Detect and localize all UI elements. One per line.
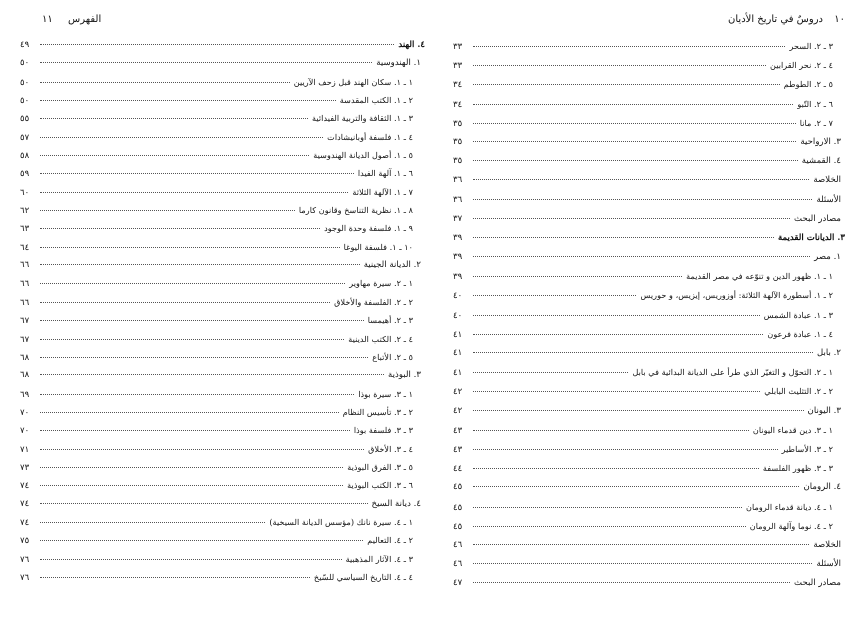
toc-entry-title: ٣. البوذية [388,370,421,381]
toc-entry [20,169,425,187]
toc-entry [20,500,425,518]
dot-leader [40,228,320,229]
toc-entry-title: ٨ ـ ١. نظرية التناسخ وقانون كارما [298,205,413,216]
toc-entry-page-number: ٣٥ [453,156,463,167]
dot-leader [40,283,345,284]
toc-entry-title: ٣ ـ ٣. ظهور الفلسفة [762,463,833,474]
toc-entry [453,330,845,349]
toc-entry-title: ٣ ـ ١. الثقافة والتربية الفيدائية [312,113,413,124]
toc-entry [453,291,845,310]
dot-leader [40,155,309,156]
toc-entry [453,579,845,598]
dot-leader [473,237,774,238]
toc-entry-page-number: ٣٩ [453,252,463,263]
toc-entry-title: ٤. الهند [398,40,425,50]
toc-entry-page-number: ٣٤ [453,80,463,91]
dot-leader [473,65,766,66]
toc-entry-page-number: ٧٠ [20,426,30,437]
dot-leader [40,503,368,504]
toc-entry-page-number: ٦٣ [20,224,30,235]
toc-entry [20,445,425,463]
toc-entry [453,215,845,234]
toc-entry [20,536,425,554]
toc-entry-page-number: ٦٨ [20,352,30,363]
dot-leader [473,563,812,564]
dot-leader [473,295,636,296]
toc-entry-page-number: ٣٣ [453,42,463,52]
toc-entry [453,80,845,99]
dot-leader [473,507,742,508]
toc-entry-title: ٣ ـ ١. عبادة الشمس [763,309,833,320]
toc-entry-title: ١. الهندوسية [376,58,421,69]
toc-entry-page-number: ٤١ [453,329,463,340]
toc-entry-page-number: ٥٧ [20,132,30,143]
toc-entry-page-number: ٤٦ [453,539,463,550]
dot-leader [40,320,364,321]
toc-entry-title: ١ ـ ١. سكان الهند قبل زحف الآريين [293,76,413,87]
toc-entry [453,234,845,253]
dot-leader [473,468,759,469]
dot-leader [40,540,363,541]
dot-leader [40,137,323,138]
toc-entry-page-number: ٣٥ [453,118,463,129]
toc-entry-title: ٣ ـ ٢. أهيمسا [367,315,413,326]
toc-entry-title: ١ ـ ٢. التحوّل و التغيّر الذي طرأ على الديانة البدائية في بابل [632,367,833,378]
toc-entry [20,114,425,132]
toc-entry-title: ٤. القمشية [801,156,841,167]
dot-leader [40,394,354,395]
toc-entry-title: ٥ ـ ٢. الطوطم [783,79,833,90]
page-number: ١١ [42,14,53,25]
dot-leader [40,485,343,486]
toc-entry [453,368,845,387]
toc-entry [20,298,425,316]
toc-entry [20,555,425,573]
toc-entry-title: ٤. الرومان [803,482,841,493]
toc-entry-page-number: ٥٩ [20,169,30,180]
toc-entry-page-number: ٤٥ [453,502,463,513]
toc-entry-title: ٢ ـ ٢. الفلسفة والأخلاق [334,296,413,307]
toc-entry-page-number: ٦٩ [20,389,30,400]
toc-entry-page-number: ٤١ [453,368,463,379]
dot-leader [40,264,360,265]
toc-entry-title: الخلاصة [813,539,841,550]
toc-entry [20,463,425,481]
toc-entry [453,522,845,541]
toc-entry-page-number: ٧٠ [20,407,30,418]
running-title: الفهرس [68,14,102,25]
toc-entry-title: ٥ ـ ١. أصول الديانة الهندوسية [313,150,413,161]
toc-entry-title: ١ ـ ٤. ديانة قدماء الرومان [746,501,833,512]
toc-entry-page-number: ٤٠ [453,291,463,302]
toc-entry-page-number: ٤٩ [20,40,30,50]
toc-entry-page-number: ٥٠ [20,58,30,69]
toc-entry-page-number: ٦٦ [20,297,30,308]
dot-leader [40,82,290,83]
toc-entry [20,279,425,297]
toc-entry [20,316,425,334]
toc-entry-title: ١ ـ ١. ظهور الدين و تنوّعه في مصر القديمة [686,271,833,282]
toc-entry-page-number: ٧٦ [20,572,30,583]
toc-entry-title: ٧ ـ ٢. مانا [799,117,833,128]
dot-leader [473,179,809,180]
toc-entry-page-number: ٦٠ [20,187,30,198]
toc-entry [20,518,425,536]
dot-leader [473,123,796,124]
toc-entry-page-number: ٤٥ [453,482,463,493]
toc-entry-title: ٦ ـ ٣. الكتب البوذية [347,480,413,491]
toc-entry-title: ٤ ـ ٣. الأخلاق [368,443,413,454]
dot-leader [473,410,804,411]
toc-entry [453,503,845,522]
dot-leader [473,276,682,277]
toc-entry-title: ٥ ـ ٣. الفرق البوذية [347,461,413,472]
dot-leader [40,522,265,523]
toc-entry-title: ١. مصر [814,252,841,263]
toc-entry-page-number: ٣٩ [453,232,463,243]
dot-leader [473,449,778,450]
toc-entry-page-number: ٤٢ [453,405,463,416]
toc-entry-page-number: ٤٢ [453,387,463,398]
toc-entry-page-number: ٣٩ [453,272,463,283]
dot-leader [473,46,785,47]
dot-leader [40,577,310,578]
toc-entry [453,541,845,560]
toc-entry [20,261,425,279]
toc-entry-page-number: ٤٣ [453,444,463,455]
toc-entry-title: الأسئلة [816,194,841,205]
dot-leader [473,84,780,85]
toc-entry-page-number: ٧٤ [20,517,30,528]
toc-entry-title: ٦ ـ ٢. التّبو [797,98,833,109]
dot-leader [40,62,372,63]
toc-entry [453,42,845,61]
dot-leader [40,247,340,248]
dot-leader [40,302,330,303]
toc-entry [453,253,845,272]
toc-entry-title: ٢ ـ ١. الكتب المقدسة [339,95,413,106]
toc-entry-page-number: ٣٣ [453,61,463,72]
toc-entry-page-number: ٤٦ [453,559,463,570]
dot-leader [473,199,812,200]
dot-leader [40,357,368,358]
toc-entry-page-number: ٧٤ [20,481,30,492]
toc-entry-page-number: ٣٤ [453,99,463,110]
toc-entry-page-number: ٥٥ [20,114,30,125]
dot-leader [473,104,793,105]
toc-entry [453,119,845,138]
toc-entry-title: ٣. اليونان [807,405,841,416]
toc-entry-title: ١ ـ ٤. سيرة نانك (مؤسس الديانة السيخية) [269,516,413,527]
toc-entry-title: ٢. بابل [817,348,841,358]
toc-entry-page-number: ٦٤ [20,242,30,253]
toc-entry-title: ٣ ـ ٣. فلسفة بوذا [353,425,413,436]
toc-entry-title: ٢ ـ ١. أسطورة الآلهة الثلاثة: أوزوريس، إيزيس، و حوريس [640,290,833,301]
dot-leader [473,486,799,487]
toc-entry-title: الخلاصة [813,175,841,186]
right-page [453,0,845,639]
toc-entry-page-number: ٤٠ [453,310,463,321]
toc-entry [453,157,845,176]
toc-entry-title: ١ ـ ٣. سيرة بوذا [358,388,413,399]
toc-entry [453,272,845,291]
toc-entry [453,445,845,464]
toc-entry-page-number: ٥٠ [20,96,30,107]
toc-entry [20,481,425,499]
toc-entry [20,188,425,206]
toc-entry-page-number: ٣٥ [453,136,463,147]
toc-entry [20,59,425,77]
toc-entry-page-number: ٧٦ [20,554,30,565]
dot-leader [473,218,790,219]
toc-entry [453,138,845,157]
toc-entry [453,176,845,195]
dot-leader [473,526,746,527]
toc-entry-page-number: ٦٧ [20,334,30,345]
toc-entry [20,224,425,242]
toc-entry-title: ٢ ـ ٤. نوما وآلهة الرومان [749,520,833,531]
toc-entry-page-number: ٤٣ [453,425,463,436]
toc-entry-page-number: ٧١ [20,444,30,455]
toc-entry [453,560,845,579]
toc-entry-title: ٤ ـ ٢. الكتب الدينية [348,333,413,344]
toc-entry-title: ٢ ـ ٢. التثليث البابلي [764,386,833,397]
toc-entry-page-number: ٧٣ [20,462,30,473]
toc-entry-title: ٣ ـ ٤. الآثار المذهبية [345,553,413,564]
toc-entry [453,483,845,502]
toc-entry [453,387,845,406]
toc-entry [20,151,425,169]
toc-entry-title: ٢ ـ ٣. تأسيس النظام [342,406,413,417]
toc-entry [20,78,425,96]
toc-entry [453,426,845,445]
dot-leader [40,339,344,340]
toc-entry-page-number: ٣٦ [453,175,463,186]
toc-entry-title: ٩ ـ ١. فلسفة وحدة الوجود [324,223,413,234]
toc-entry [20,426,425,444]
toc-entry-title: ٥ ـ ٢. الأتباع [372,351,413,362]
dot-leader [40,374,384,375]
dot-leader [40,192,348,193]
toc-entry-page-number: ٤٤ [453,464,463,475]
dot-leader [40,118,308,119]
dot-leader [473,391,760,392]
toc-entry [20,243,425,261]
toc-entry [453,196,845,215]
toc-entry [20,353,425,371]
toc-entry-title: ٢ ـ ٤. التعاليم [367,535,413,546]
toc-entry-title: ٣. الارواحية [800,136,841,147]
dot-leader [40,44,394,45]
toc-entry [20,206,425,224]
toc-entry [20,335,425,353]
toc-entry-title: ٢ ـ ٣. الأساطير [781,443,833,454]
dot-leader [473,352,813,353]
toc-entry-title: ٤ ـ ١. عبادة فرعون [767,328,833,339]
toc-entry-title: ٢. الديانة الجينية [363,260,421,271]
toc-entry [453,311,845,330]
dot-leader [40,559,342,560]
dot-leader [473,430,749,431]
toc-entry [453,100,845,119]
toc-entry [453,349,845,368]
toc-entry-title: مصادر البحث [794,213,841,224]
toc-entry [20,41,425,59]
toc-entry [20,96,425,114]
toc-entry-title: ١٠ ـ ١. فلسفة اليوغا [343,241,413,252]
toc-entry [20,133,425,151]
toc-entry-title: ١ ـ ٣. دين قدماء اليونان [752,424,833,435]
left-page [20,0,425,639]
toc-entry [20,573,425,591]
toc-entry-title: ٤. ديانة السيخ [371,498,421,509]
table-of-contents-right [453,42,845,598]
toc-entry-page-number: ٤١ [453,348,463,358]
dot-leader [40,449,364,450]
toc-entry-title: ٤ ـ ١. فلسفة أوبانيشادات [327,131,413,142]
toc-entry-title: ٧ ـ ١. الآلهة الثلاثة [352,186,413,197]
toc-entry [453,407,845,426]
toc-entry-page-number: ٦٧ [20,316,30,327]
toc-entry-page-number: ٧٥ [20,536,30,547]
toc-entry-title: ٤ ـ ٢. نحر القرابين [770,60,833,71]
dot-leader [473,160,798,161]
toc-entry-title: الأسئلة [816,559,841,570]
toc-entry [20,390,425,408]
toc-entry [453,464,845,483]
right-page-header [453,14,845,30]
toc-entry-title: ٣ ـ ٢. السحر [789,41,833,51]
toc-entry [453,61,845,80]
dot-leader [40,430,350,431]
dot-leader [40,173,354,174]
dot-leader [473,372,628,373]
dot-leader [40,100,336,101]
toc-entry-page-number: ٥٠ [20,77,30,88]
table-of-contents-left [20,41,425,591]
toc-entry-title: ٦ ـ ١. آلهة الفيدا [357,168,413,179]
toc-entry-page-number: ٧٤ [20,498,30,509]
toc-entry-title: مصادر البحث [794,578,841,589]
toc-entry-page-number: ٦٢ [20,206,30,217]
dot-leader [473,334,763,335]
dot-leader [40,210,295,211]
toc-entry [20,408,425,426]
toc-entry-title: ٤ ـ ٤. التاريخ السياسي للسّيخ [313,571,413,582]
toc-entry-page-number: ٦٨ [20,370,30,381]
dot-leader [473,141,796,142]
dot-leader [40,467,343,468]
toc-entry [20,371,425,389]
toc-entry-page-number: ٥٨ [20,151,30,162]
toc-entry-page-number: ٦٦ [20,279,30,290]
toc-entry-page-number: ٣٧ [453,213,463,224]
page-number: ١٠ [834,14,845,25]
toc-entry-title: ١ ـ ٢. سيرة مهاوير [349,278,413,289]
dot-leader [473,582,790,583]
dot-leader [473,544,809,545]
toc-entry-title: ٣. الديانات القديمة [777,232,845,243]
toc-entry-page-number: ٤٧ [453,578,463,589]
dot-leader [40,412,339,413]
dot-leader [473,315,760,316]
toc-entry-page-number: ٦٦ [20,260,30,271]
toc-entry-page-number: ٤٥ [453,521,463,532]
toc-entry-page-number: ٣٦ [453,194,463,205]
running-title: دروسٌ في تاريخ الأديان [728,14,823,25]
dot-leader [473,256,810,257]
left-page-header [20,14,425,30]
